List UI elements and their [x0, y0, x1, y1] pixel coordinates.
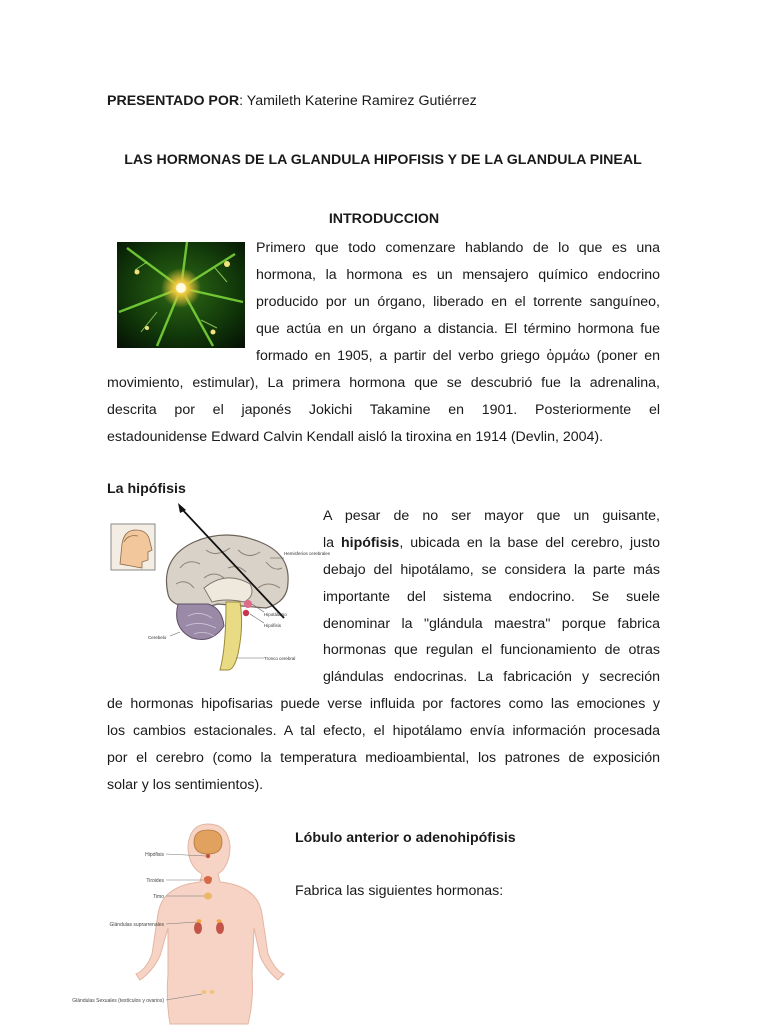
intro-line-5: formado en 1905, a partir del verbo griego ὁρμάω (poner en	[256, 348, 660, 364]
intro-line-1: Primero que todo comenzare hablando de lo que es una	[256, 240, 660, 256]
hipofisis-line-3: debajo del hipotálamo, se considera la parte más	[323, 562, 660, 578]
intro-line-4: que actúa en un órgano a distancia. El término hormona fue	[256, 321, 660, 337]
label-hipofisis: Hipófisis	[264, 623, 282, 628]
hipofisis-line-2	[323, 534, 660, 552]
hipofisis-heading: La hipófisis	[107, 481, 186, 497]
label-tiroides: Tiroides	[146, 878, 164, 884]
label-hemisferios: Hemisferios cerebrales	[284, 551, 331, 556]
intro-heading: INTRODUCCION	[328, 211, 440, 227]
label-cerebelo: Cerebelo	[148, 635, 167, 640]
neuron-image	[117, 242, 245, 348]
hipofisis-line-1: A pesar de no ser mayor que un guisante,	[323, 508, 660, 524]
presented-by-separator: :	[239, 93, 244, 109]
label-timo: Timo	[153, 894, 164, 900]
label-hipofisis-body: Hipófisis	[145, 852, 164, 858]
label-tronco: Tronco cerebral	[264, 656, 296, 661]
presented-by-line	[107, 92, 477, 110]
hipofisis-line-2-post: , ubicada en la base del cerebro, justo	[399, 535, 660, 551]
hipofisis-line-5: denominar la "glándula maestra" porque fabrica	[323, 616, 660, 632]
intro-line-2: hormona, la hormona es un mensajero químico endocrino	[256, 267, 660, 283]
label-sexuales: Glándulas Sexuales (testículos y ovarios)	[72, 998, 164, 1004]
presented-by-label: PRESENTADO POR	[107, 93, 240, 109]
intro-line-8: estadounidense Edward Calvin Kendall aisló la tiroxina en 1914 (Devlin, 2004).	[107, 429, 604, 445]
document-title: LAS HORMONAS DE LA GLANDULA HIPOFISIS Y DE LA GLANDULA PINEAL	[124, 152, 642, 168]
intro-line-7: descrita por el japonés Jokichi Takamine en 1901. Posteriormente el	[107, 402, 660, 418]
author-name: Yamileth Katerine Ramirez Gutiérrez	[243, 93, 477, 109]
intro-line-3: producido por un órgano, liberado en el torrente sanguíneo,	[256, 294, 660, 310]
hipofisis-line-9: los cambios estacionales. A tal efecto, el hipotálamo envía información procesada	[107, 723, 660, 739]
label-suprarrenales: Glándulas suprarrenales	[109, 922, 164, 928]
brain-diagram	[108, 498, 331, 673]
hipofisis-line-6: hormonas que regulan el funcionamiento de otras	[323, 642, 660, 658]
hipofisis-line-10: por el cerebro (como la temperatura medioambiental, los patrones de exposición	[107, 750, 660, 766]
lobulo-heading: Lóbulo anterior o adenohipófisis	[295, 830, 516, 846]
hipofisis-line-11: solar y los sentimientos).	[107, 777, 264, 793]
lobulo-text: Fabrica las siguientes hormonas:	[295, 883, 504, 899]
hipofisis-line-7: glándulas endocrinas. La fabricación y secreción	[323, 669, 660, 685]
hipofisis-line-2-pre: la	[323, 535, 341, 551]
hipofisis-line-4: importante del sistema endocrino. Se suele	[323, 589, 660, 605]
hipofisis-term: hipófisis	[340, 535, 400, 551]
intro-line-6: movimiento, estimular), La primera hormona que se descubrió fue la adrenalina,	[107, 375, 660, 391]
hipofisis-line-8: de hormonas hipofisarias puede verse influida por factores como las emociones y	[107, 696, 660, 712]
label-hipotalamo: Hipotálamo	[264, 612, 287, 617]
endocrine-body-diagram	[72, 824, 286, 1024]
